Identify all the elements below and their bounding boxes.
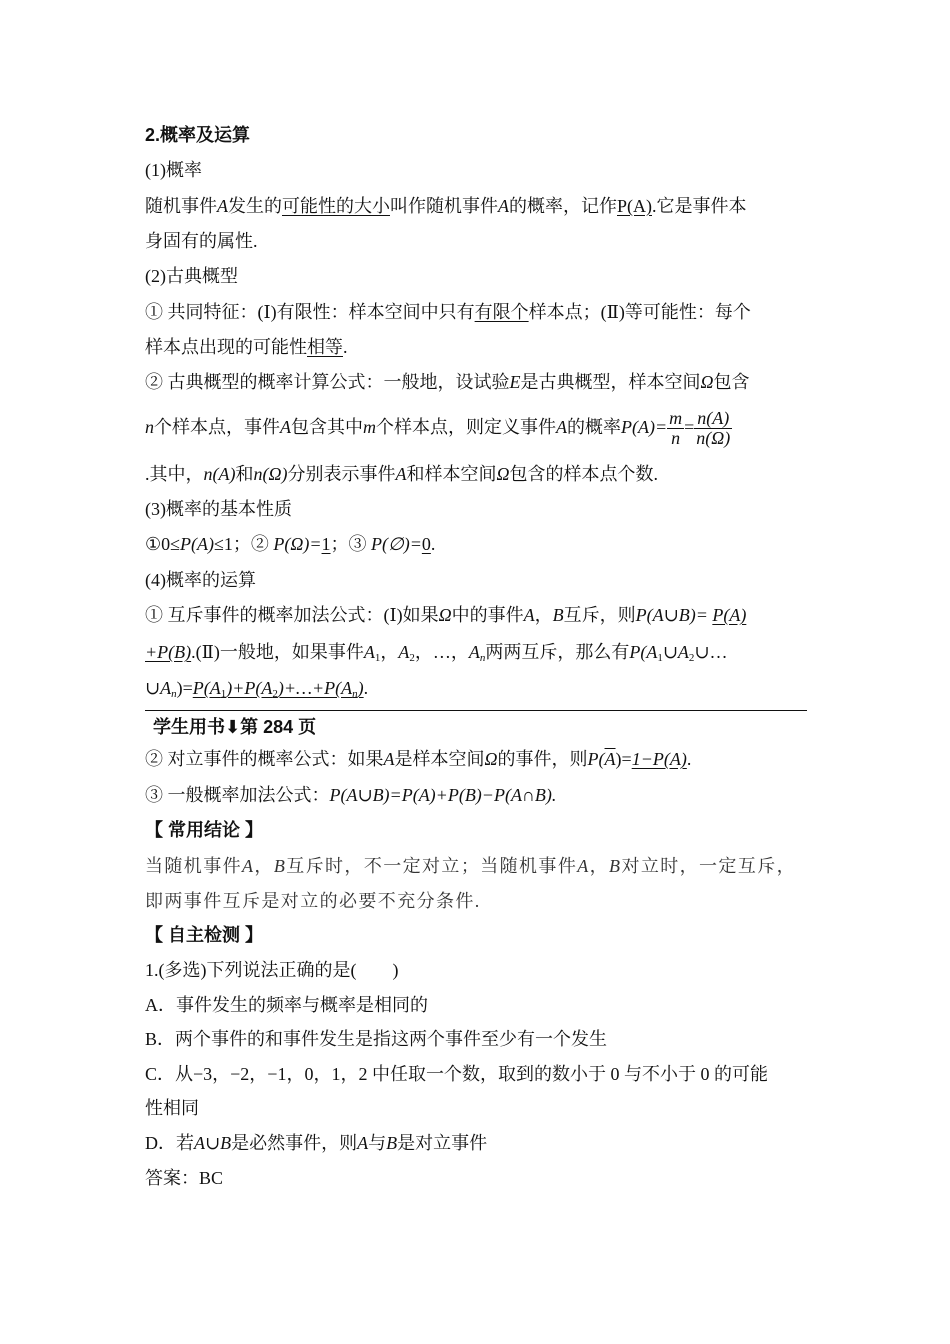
fill-blank: +P(B) xyxy=(145,642,192,662)
paragraph-line: 身固有的属性. xyxy=(145,231,258,251)
subsection-title: (1)概率 xyxy=(145,160,202,180)
fill-blank: P(A) xyxy=(712,605,747,625)
option-d: D．若A∪B是必然事件，则A与B是对立事件 xyxy=(145,1133,488,1153)
fraction-nA-over-nOmega: $\frac{n(A)}{n(\Omega)}$ xyxy=(696,408,731,449)
paragraph-line: .其中，n(A)和n(Ω)分别表示事件A和样本空间Ω包含的样本点个数. xyxy=(145,464,659,484)
fill-blank: $P(A_1)+P(A_2)+\dots+P(A_n)$ xyxy=(192,678,364,700)
paragraph-line: 样本点出现的可能性相等. xyxy=(145,337,348,357)
fill-blank: 1 xyxy=(321,534,331,554)
paragraph-line: ①0≤P(A)≤1；② P(Ω)=1；③ P(∅)=0. xyxy=(145,534,436,554)
paragraph-line: +P(B).(Ⅱ)一般地，如果事件$A_1$，$A_2$，…，$A_n$两两互斥，那么有$P(A_1\cup A_2\cup\dots$ xyxy=(145,642,728,664)
divider xyxy=(145,710,807,711)
paragraph-line: ① 共同特征：(Ⅰ)有限性：样本空间中只有有限个样本点；(Ⅱ)等可能性：每个 xyxy=(145,302,751,322)
paragraph-line: 随机事件A发生的可能性的大小叫作随机事件A的概率，记作P(A).它是事件本 xyxy=(145,196,747,216)
paragraph-line: ③ 一般概率加法公式：P(A∪B)=P(A)+P(B)−P(A∩B). xyxy=(145,785,557,805)
paragraph-line: 即两事件互斥是对立的必要不充分条件. xyxy=(145,891,481,911)
selftest-heading: 【 自主检测 】 xyxy=(145,925,264,945)
paragraph-line: ② 古典概型的概率计算公式：一般地，设试验E是古典概型，样本空间Ω包含 xyxy=(145,372,750,392)
paragraph-line: ② 对立事件的概率公式：如果A是样本空间Ω的事件，则$P(\overline{A})=1-P(A)$. xyxy=(145,749,692,769)
book-page-reference: 学生用书⬇第 284 页 xyxy=(153,717,317,737)
option-c: C．从−3，−2，−1，0，1，2 中任取一个数，取到的数小于 0 与不小于 0 的可能 xyxy=(145,1064,768,1084)
paragraph-line: $\cup A_n)=P(A_1)+P(A_2)+\dots+P(A_n)$. xyxy=(145,678,369,700)
formula-line: n个样本点，事件A包含其中m个样本点，则定义事件A的概率P(A)= $\frac{m}{n}$ = $\frac{n(A)}{n(\Omega)}$ xyxy=(145,408,731,449)
answer: 答案：BC xyxy=(145,1168,224,1188)
option-c-continued: 性相同 xyxy=(145,1098,199,1118)
conclusion-heading: 【 常用结论 】 xyxy=(145,820,264,840)
fill-blank: 相等 xyxy=(307,337,343,357)
paragraph-line: 当随机事件A，B互斥时，不一定对立；当随机事件A，B对立时，一定互斥， xyxy=(145,856,797,876)
paragraph-line: ① 互斥事件的概率加法公式：(Ⅰ)如果Ω中的事件A，B互斥，则P(A∪B)= P(A) xyxy=(145,605,747,625)
subsection-title: (2)古典概型 xyxy=(145,266,238,286)
question-stem: 1.(多选)下列说法正确的是( ) xyxy=(145,960,399,980)
subsection-title: (4)概率的运算 xyxy=(145,570,256,590)
option-b: B．两个事件的和事件发生是指这两个事件至少有一个发生 xyxy=(145,1029,608,1049)
section-title: 2.概率及运算 xyxy=(145,125,251,145)
fill-blank: 1−P(A) xyxy=(631,749,687,769)
fill-blank: 0 xyxy=(421,534,431,554)
subsection-title: (3)概率的基本性质 xyxy=(145,499,292,519)
option-a: A．事件发生的频率与概率是相同的 xyxy=(145,995,428,1015)
fill-blank: P(A) xyxy=(617,196,652,216)
fill-blank: 可能性的大小 xyxy=(282,196,390,216)
fraction-m-over-n: $\frac{m}{n}$ xyxy=(669,408,683,449)
fill-blank: 有限个 xyxy=(474,302,529,322)
